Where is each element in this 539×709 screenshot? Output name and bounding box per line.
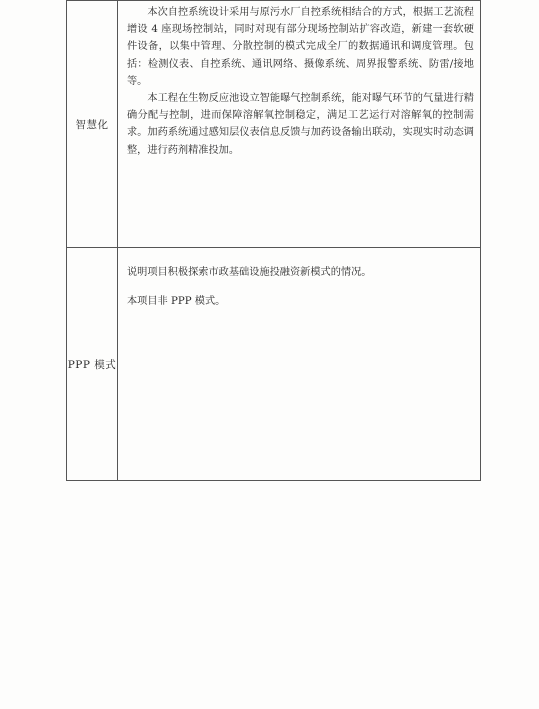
smart-paragraph-2: 本工程在生物反应池设立智能曝气控制系统，能对曝气环节的气量进行精确分配与控制，进而保障溶解氧控制稳定，满足工艺运行对溶解氧的控制需求。加药系统通过感知层仪表信息反馈与加药设备输出联动，实现实时动态调整，进行药剂精准投加。 bbox=[127, 93, 474, 156]
row-content-ppp bbox=[118, 248, 481, 481]
ppp-paragraph-2: 本项目非 PPP 模式。 bbox=[127, 296, 226, 308]
row-label-smart: 智慧化 bbox=[67, 1, 118, 248]
row-content-smart bbox=[118, 1, 481, 248]
project-info-table bbox=[66, 0, 481, 481]
smart-paragraph-1: 本次自控系统设计采用与原污水厂自控系统相结合的方式，根据工艺流程增设 4 座现场控制站，同时对现有部分现场控制站扩容改造，新建一套软硬件设备，以集中管理、分散控制的模式完成全厂的数据通讯和调度管理。包括：检测仪表、自控系统、通讯网络、摄像系统、周界报警系统、防雷/接地等。 bbox=[127, 7, 474, 87]
ppp-paragraph-1: 说明项目积极探索市政基础设施投融资新模式的情况。 bbox=[127, 267, 372, 278]
table-row-ppp bbox=[67, 248, 481, 481]
table-row-smart bbox=[67, 1, 481, 248]
row-label-ppp: PPP 模式 bbox=[67, 248, 118, 481]
